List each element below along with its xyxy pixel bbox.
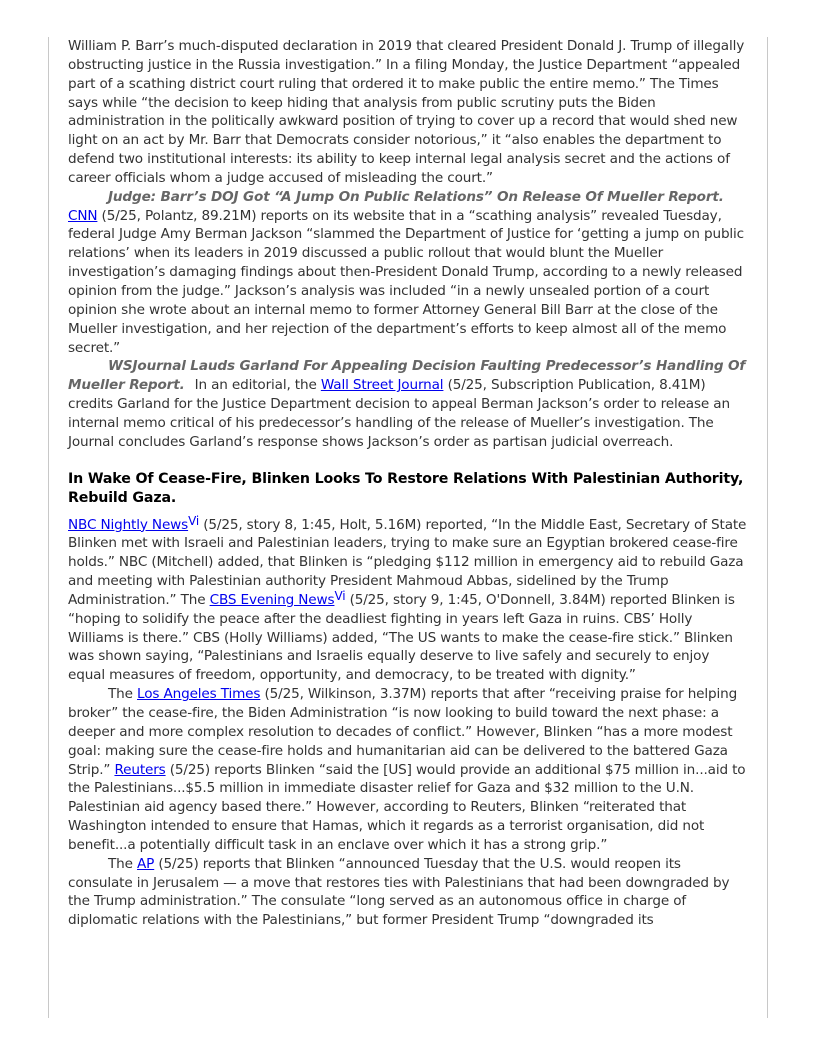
article-text: (5/25, story 8, 1:45, Holt, 5.16M) reported, “In the Middle East, Secretary of State Blinken met with Israeli and Palestinian leaders, trying to make sure an Egyptian brokered cease-fire holds.” NBC (Mitchell) added, that Blinken is “pledging $112 million in emergency aid to rebuild Gaza and meeting with Palestinian authority President Mahmoud Abbas, sidelined by the Trump Administration.” The [68, 516, 747, 608]
source-link-cbs-evening-news[interactable]: CBS Evening News [209, 591, 335, 608]
article-text: (5/25, Wilkinson, 3.37M) reports that after “receiving praise for helping broker” the cease-fire, the Biden Administration “is now looking to build toward the next phase: a deeper and more complex resolution to decades of conflict.” However, Blinken “has a more modest goal: making sure the cease-fire holds and humanitarian aid can be delivered to the battered Gaza Strip.” [68, 686, 738, 778]
source-link-cnn[interactable]: CNN [68, 207, 98, 224]
article-text: The [108, 686, 138, 703]
document-body [68, 37, 748, 930]
story-headline-blinken: In Wake Of Cease-Fire, Blinken Looks To Restore Relations With Palestinian Authority, Rebuild Gaza. [68, 470, 744, 506]
source-link-ap[interactable]: AP [137, 855, 155, 872]
article-text: (5/25, story 9, 1:45, O'Donnell, 3.84M) reported Blinken is “hoping to solidify the peace after the deadliest fighting in years left Gaza in ruins. CBS’ Holly Williams is there.” CBS (Holly Williams) added, “The US wants to make the cease-fire stick.” Blinken was shown saying, “Palestinians and Israelis equally deserve to live safely and securely to enjoy equal measures of freedom, opportunity, and democracy, to be treated with dignity.” [68, 591, 735, 684]
article-text: In an editorial, the [194, 377, 321, 394]
article-subhead: Judge: Barr’s DOJ Got “A Jump On Public Relations” On Release Of Mueller Report. [108, 188, 724, 205]
article-barr-memo-continuation: William P. Barr’s much-disputed declaration in 2019 that cleared President Donald J. Trump of illegally obstructing justice in the Russia investigation.” In a filing Monday, the Justice Department “appealed part of a scathing district court ruling that ordered it to make public the entire memo.” The Times says while “the decision to keep hiding that analysis from public scrutiny puts the Biden administration in the politically awkward position of trying to cover up a record that would shed new light on an act by Mr. Barr that Democrats consider notorious,” it “also enables the department to defend two institutional interests: its ability to keep internal legal analysis secret and the actions of career officials whom a judge accused of misleading the court.” [68, 38, 745, 186]
source-link-reuters[interactable]: Reuters [114, 761, 166, 778]
article-wsj-garland [68, 357, 748, 451]
article-text: (5/25, Subscription Publication, 8.41M) credits Garland for the Justice Department decision to appeal Berman Jackson’s order to release an internal memo critical of his predecessor’s handling of the release of Mueller’s investigation. The Journal concludes Garland’s response shows Jackson’s order as partisan judicial overreach. [68, 377, 730, 450]
article-blinken-p1 [68, 513, 748, 686]
article-blinken-p3 [68, 855, 748, 930]
video-icon[interactable]: Vi [334, 588, 346, 603]
article-text: The [108, 855, 138, 872]
source-link-nbc-nightly-news[interactable]: NBC Nightly News [68, 516, 189, 533]
source-link-wsj[interactable]: Wall Street Journal [320, 377, 444, 394]
video-icon[interactable]: Vi [188, 513, 200, 528]
article-text: (5/25, Polantz, 89.21M) reports on its website that in a “scathing analysis” revealed Tuesday, federal Judge Amy Berman Jackson “slammed the Department of Justice for ‘getting a jump on public relations’ when its leaders in 2019 discussed a public rollout that would blunt the Mueller investigation’s damaging findings about then-President Donald Trump, according to a newly released opinion from the judge.” Jackson’s analysis was included “in a newly unsealed portion of a court opinion she wrote about an internal memo to former Attorney General Bill Barr at the close of the Mueller investigation, and her rejection of the department’s efforts to keep almost all of the memo secret.” [68, 207, 745, 356]
article-judge-barr-doj [68, 188, 748, 358]
article-text: (5/25) reports that Blinken “announced Tuesday that the U.S. would reopen its consulate in Jerusalem — a move that restores ties with Palestinians that had been downgraded by the Trump administration.” The consulate “long served as an autonomous office in charge of diplomatic relations with the Palestinians,” but former President Trump “downgraded its [68, 855, 730, 929]
article-text: (5/25) reports Blinken “said the [US] would provide an additional $75 million in...aid to the Palestinians...$5.5 million in immediate disaster relief for Gaza and $32 million to the U.N. Palestinian aid agency based there.” However, according to Reuters, Blinken “reiterated that Washington intended to ensure that Hamas, which it regards as a terrorist organisation, did not benefit...a potentially difficult task in an enclave over which it has a strong grip.” [68, 761, 746, 853]
article-subhead: WSJournal Lauds Garland For Appealing Decision Faulting Predecessor’s Handling Of Mueller Report. [68, 358, 746, 394]
source-link-la-times[interactable]: Los Angeles Times [137, 686, 261, 703]
article-blinken-p2 [68, 685, 748, 855]
